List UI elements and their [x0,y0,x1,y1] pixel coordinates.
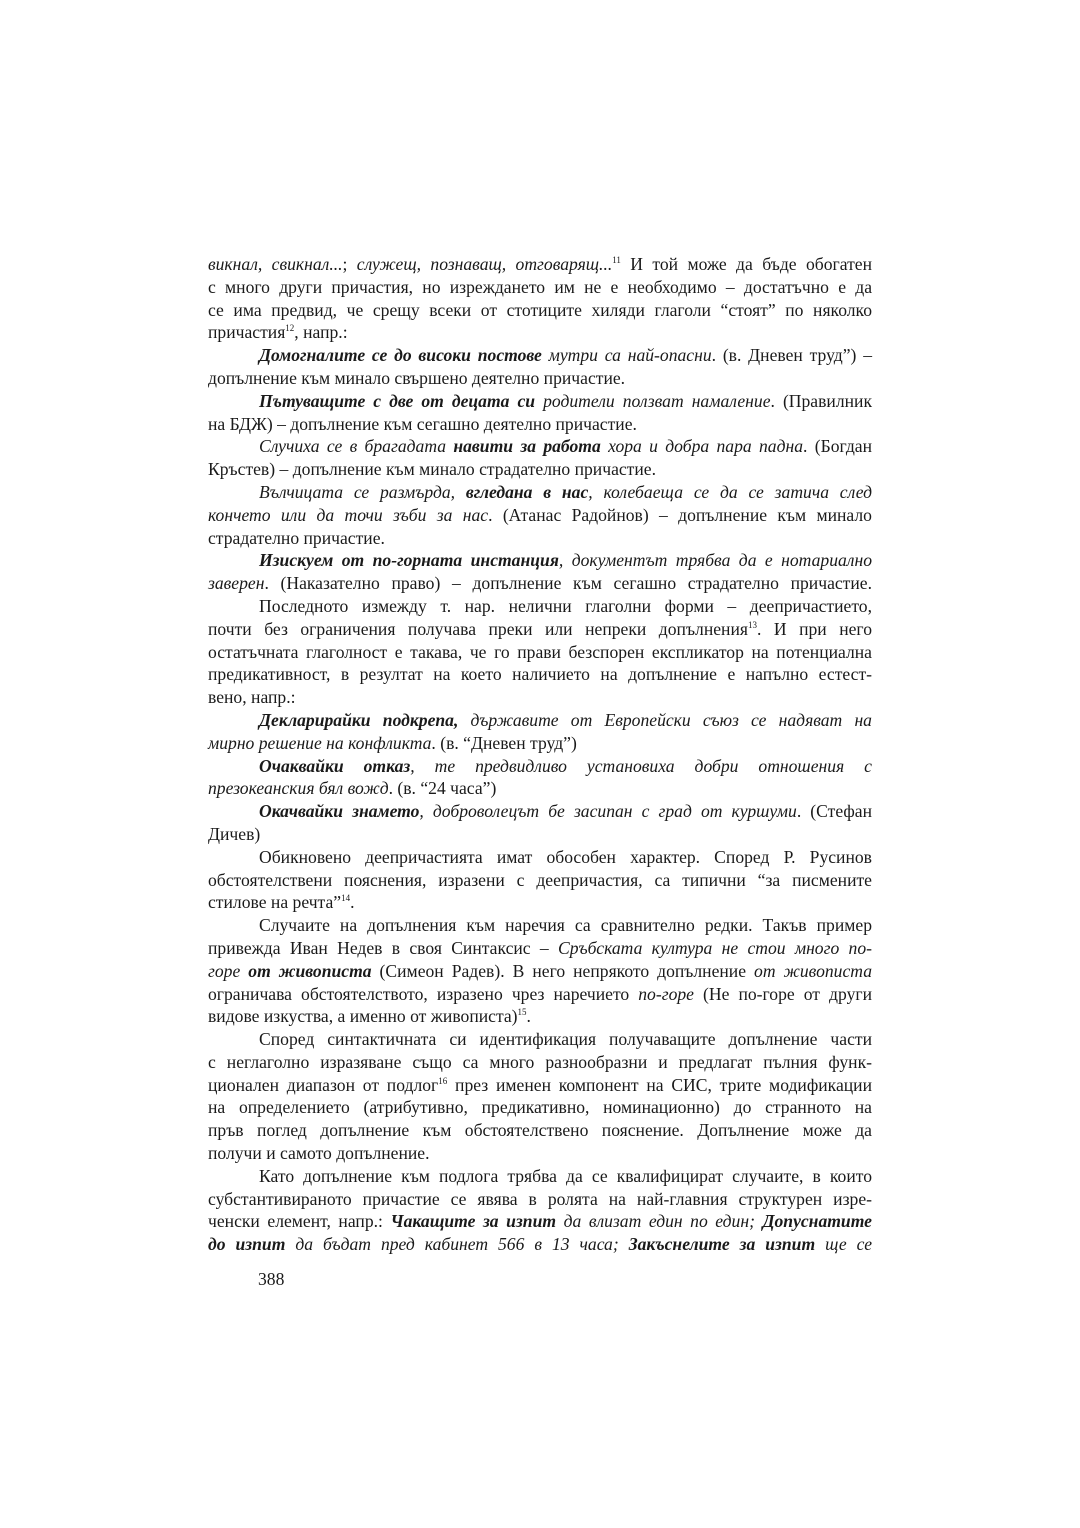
emphasis-text: Вълчицата се размърда, [259,481,466,502]
text-line [208,367,872,390]
text-line [208,390,872,413]
text-line [208,572,872,595]
text-segment: с много други причастия, но изреждането им не е необходимо – достатъчно е да [208,276,872,297]
text-line [208,504,872,527]
text-segment: И той може да бъде обогатен [620,254,872,274]
text-line [208,1051,872,1074]
text-line [208,1074,872,1097]
text-segment: ограничава обстоятелството, изразено чрез наречието [208,983,639,1004]
text-line [208,435,872,458]
text-line [208,527,872,550]
text-segment: . [526,1006,531,1027]
text-segment: Дичев) [208,823,261,844]
emphasis-text: Пътуващите с две от децата си [259,390,536,411]
text-line [208,777,872,800]
emphasis-text: вгледана в нас [465,481,589,502]
text-line [208,663,872,686]
text-segment: видове изкуства, а именно от живописта) [208,1006,518,1027]
text-line [208,618,872,641]
text-line [208,1210,872,1233]
text-segment: вено, напр.: [208,687,296,708]
text-line [208,914,872,937]
text-line [208,1188,872,1211]
text-line [208,1119,872,1142]
page-number: 388 [258,1269,285,1289]
body-text [208,253,872,1256]
footnote-marker: 12 [285,323,295,334]
text-segment: ; [342,254,357,274]
footnote-marker: 15 [517,1007,527,1018]
text-segment: Последното измежду т. нар. нелични глаголни форми – деепричастието, [259,595,872,616]
text-line [208,846,872,869]
emphasis-text: , документът трябва да е нотариално [558,550,872,571]
emphasis-text: Закъснелите за изпит [628,1234,816,1255]
text-line [208,732,872,755]
text-segment: с неглаголно изразяване също са много разнообразни и предлагат пълния функ- [208,1051,872,1072]
emphasis-text: кончето или да точи зъби за нас [208,504,489,525]
text-segment: стилове на речта” [208,892,342,913]
emphasis-text: презокеанския бял вожд [208,778,389,799]
text-segment: . (Правилник [770,390,872,411]
footnote-marker: 16 [438,1075,448,1086]
footnote-marker: 13 [747,619,757,630]
text-line [208,1096,872,1119]
emphasis-text: държавите от Европейски съюз се надяват на [458,709,872,730]
text-segment: страдателно причастие. [208,527,385,548]
text-line [208,755,872,778]
emphasis-text: Изискуем от по-горната инстанция [259,550,559,571]
emphasis-text: Очаквайки отказ [259,755,411,776]
footnote-marker: 11 [612,255,621,265]
text-line [208,800,872,823]
emphasis-text: горе [208,960,249,981]
text-line [208,321,872,344]
text-segment: . [350,892,355,913]
emphasis-text: мутри са най-опасни [541,345,712,366]
text-segment: допълнение към минало свършено деятелно причастие. [208,367,626,388]
emphasis-text: мирно решение на конфликта [208,732,432,753]
text-line [208,413,872,436]
text-segment: обстоятелствени пояснения, изразени с деепричастия, са типични “за писмените [208,869,872,890]
emphasis-text: служещ, познаващ, отговарящ... [356,254,613,274]
text-segment: Случаите на допълнения към наречия са сравнително редки. Такъв пример [259,915,872,936]
emphasis-text: Декларирайки подкрепа, [259,709,459,730]
text-segment: субстантивираното причастие се явява в ролята на най-главния структурен изре- [208,1188,872,1209]
footnote-marker: 14 [341,893,351,904]
text-line [208,549,872,572]
text-segment: на БДЖ) – допълнение към сегашно деятелно причастие. [208,413,637,434]
text-line [208,1142,872,1165]
text-segment: . (в. Дневен труд”) – [711,345,872,366]
emphasis-text: да бъдат пред кабинет 566 в 13 часа; [285,1234,629,1255]
text-line [208,1165,872,1188]
emphasis-text: от живописта [248,960,372,981]
text-line [208,276,872,299]
text-line [208,458,872,481]
text-line [208,869,872,892]
text-segment: остатъчната глаголност е такава, че го прави безспорен експликатор на потенциална [208,641,872,662]
text-segment: . (Стефан [796,801,873,822]
emphasis-text: родители ползват намаление [535,390,771,411]
text-line [208,344,872,367]
emphasis-text: да влизат един по един; [556,1211,763,1232]
text-segment: през именен компонент на СИС, трите модификации [447,1074,872,1095]
text-segment: . (Атанас Радойнов) – допълнение към минало [488,504,872,525]
text-segment: . И при него [756,618,872,639]
text-segment: Обикновено деепричастията имат обособен характер. Според Р. Русинов [259,846,872,867]
text-segment: предикативност, в резултат на което наличието на допълнение е напълно естест- [208,664,872,685]
text-segment: Кръстев) – допълнение към минало страдателно причастие. [208,459,656,480]
emphasis-text: , колебаеща се да се затича след [588,481,872,502]
text-line [208,686,872,709]
emphasis-text: заверен [208,573,265,594]
emphasis-text: до изпит [208,1234,286,1255]
emphasis-text: Сръбската култура не стои много по- [557,937,872,958]
text-line [208,709,872,732]
emphasis-text: навити за работа [453,436,601,457]
text-segment: Според синтактичната си идентификация получаващите допълнение части [259,1029,872,1050]
text-segment: Като допълнение към подлога трябва да се квалифицират случаите, в които [259,1165,872,1186]
emphasis-text: , те предвидливо установиха добри отношения с [410,755,872,776]
text-line [208,1005,872,1028]
text-line [208,481,872,504]
text-segment: (Симеон Радев). В него непрякото допълнение [371,960,755,981]
text-segment: . (в. “24 часа”) [388,778,497,799]
emphasis-text: , доброволецът бе засипан с град от куршуми [419,801,797,822]
text-line [208,823,872,846]
text-line [208,960,872,983]
text-segment: , напр.: [294,322,348,343]
text-segment: получи и самото допълнение. [208,1143,430,1164]
text-segment: се има предвид, че срещу всеки от стотиците хиляди глаголи “стоят” по няколко [208,299,872,320]
text-segment: ционален диапазон от подлог [208,1074,439,1095]
text-segment: привежда Иван Недев в своя Синтаксис – [208,937,558,958]
emphasis-text: Домогналите се до високи постове [259,345,542,366]
emphasis-text: Окачвайки знамето [259,801,420,822]
text-segment: пръв поглед допълнение към обстоятелствено пояснение. Допълнение може да [208,1120,872,1141]
text-line [208,299,872,322]
text-segment: почти без ограничения получава преки или непреки допълнения [208,618,748,639]
text-line [208,1233,872,1256]
text-line [208,595,872,618]
emphasis-text: хора и добра пара падна [600,436,804,457]
text-line [208,937,872,960]
text-line [208,891,872,914]
text-line [208,641,872,664]
text-segment: . (в. “Дневен труд”) [431,732,577,753]
text-segment: на определението (атрибутивно, предикативно, номинационно) до странното на [208,1097,872,1118]
text-segment: . (Богдан [803,436,873,457]
emphasis-text: Допуснатите [762,1211,872,1232]
emphasis-text: Чакащите за изпит [390,1211,557,1232]
text-segment: . (Наказателно право) – допълнение към сегашно страдателно причастие. [264,573,872,594]
emphasis-text: от живописта [754,960,873,981]
emphasis-text: викнал, свикнал... [208,254,343,274]
emphasis-text: Случиха се в брагадата [259,436,454,457]
emphasis-text: ще се [815,1234,873,1255]
text-segment: причастия [208,322,286,343]
text-segment: (Не по-горе от други [693,983,872,1004]
text-line [208,253,872,276]
text-line [208,1028,872,1051]
text-segment: ченски елемент, напр.: [208,1211,391,1232]
emphasis-text: по-горе [638,983,694,1004]
text-line [208,983,872,1006]
